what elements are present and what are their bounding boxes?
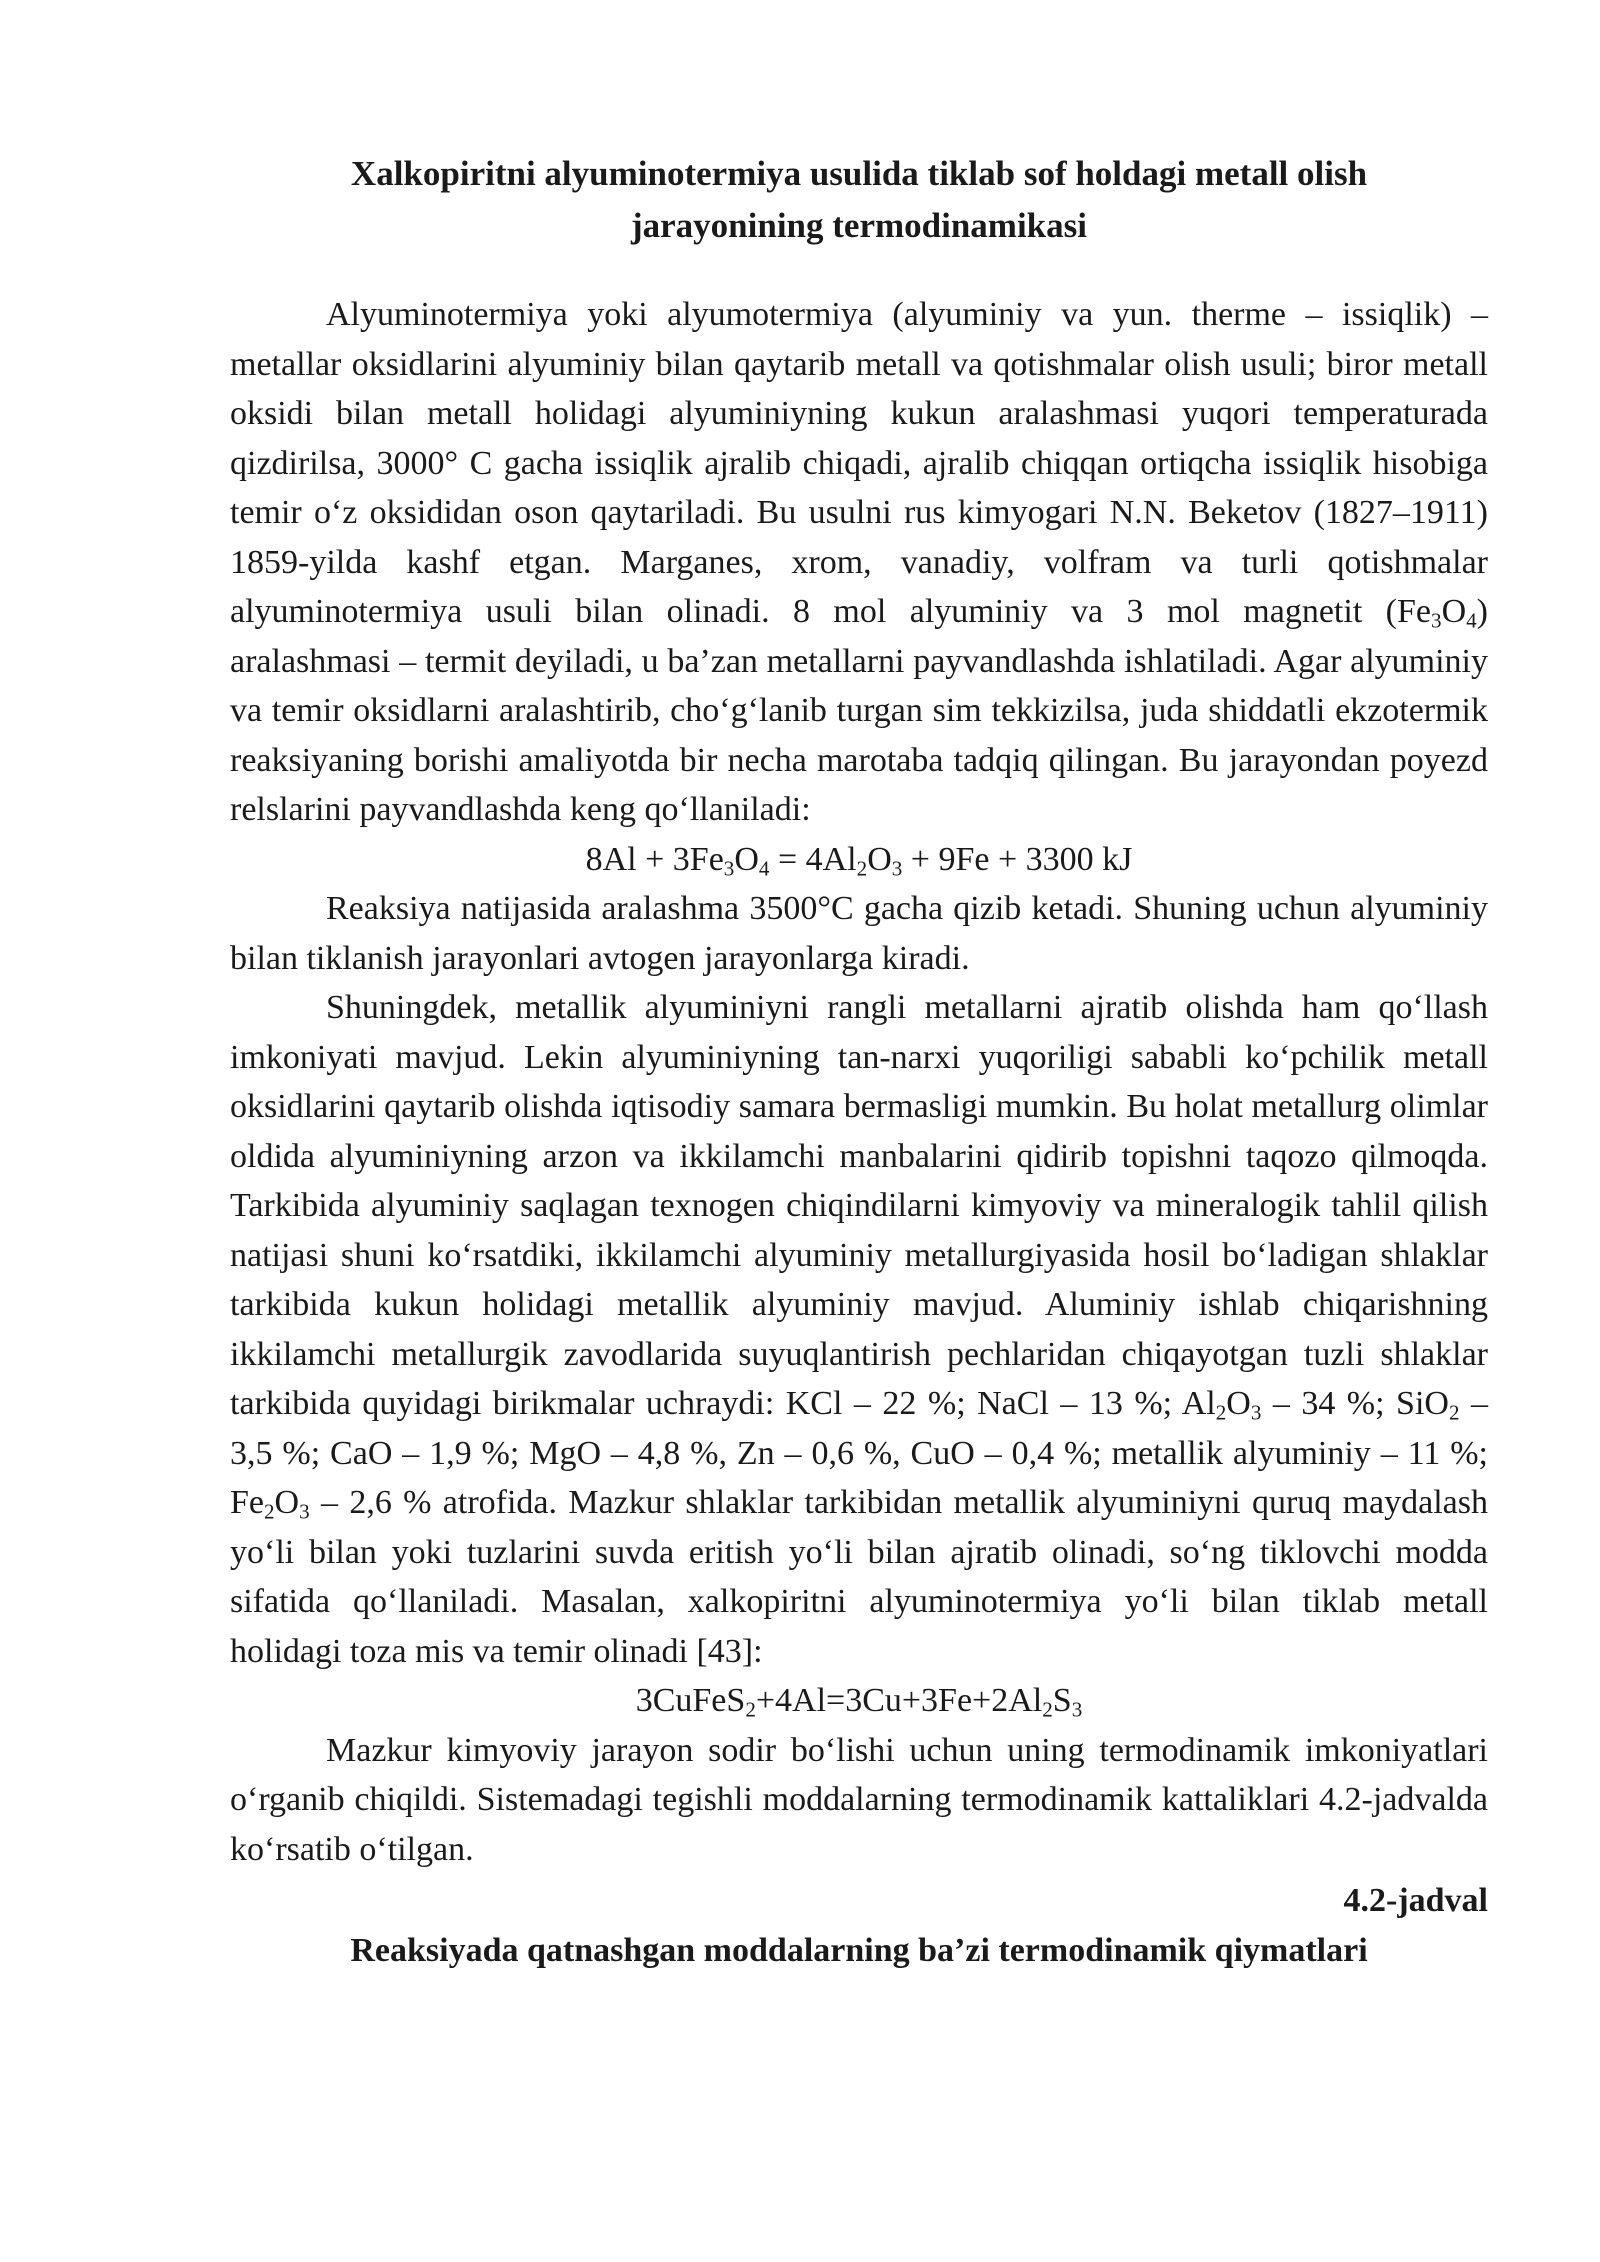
equation-chalcopyrite-reduction: $3CuFeS_2+4Al=3Cu+3Fe+2Al_2S_3$ [635,1682,1083,1722]
title-spacer [230,252,1488,290]
paragraph-thermodynamic-study: Mazkur kimyoviy jarayon sodir bo‘lishi uchun uning termodinamik imkoniyatlari o‘rganib chiqildi. Sistemadagi tegishli moddalarning termodinamik kattaliklari 4.2-jadvalda ko‘rsatib o‘tilgan. [230,1731,1488,1868]
paragraph-aluminothermy-definition: Alyuminotermiya yoki alyumotermiya (alyuminiy va yun. therme – issiqlik) – metallar oksidlarini alyuminiy bilan qaytarib metall va qotishmalar olish usuli; biror metall oksidi bilan metall holidagi alyuminiyning kukun aralashmasi yuqori temperaturada qizdirilsa, 3000° C gacha issiqlik ajralib chiqadi, ajralib chiqqan ortiqcha issiqlik hisobiga temir o‘z oksididan oson qaytariladi. Bu usulni rus kimyogari N.N. Beketov (1827–1911) 1859-yilda kashf etgan. Marganes, xrom, vanadiy, volfram va turli qotishmalar alyuminotermiya usuli bilan olinadi. 8 mol alyuminiy va 3 mol magnetit $(Fe_3O_4)$ aralashmasi – termit deyiladi, u ba’zan metallarni payvandlashda ishlatiladi. Agar alyuminiy va temir oksidlarni aralashtirib, cho‘g‘lanib turgan sim tekkizilsa, juda shiddatli ekzotermik reaksiyaning borishi amaliyotda bir necha marotaba tadqiq qilingan. Bu jarayondan poyezd relslarini payvandlashda keng qo‘llaniladi: [230,296,1488,828]
title-line-2: jarayonining termodinamikasi [630,206,1087,245]
table-caption: Reaksiyada qatnashgan moddalarning ba’zi termodinamik qiymatlari [350,1931,1368,1969]
title-line-1: Xalkopiritni alyuminotermiya usulida tiklab sof holdagi metall olish [350,154,1368,193]
paragraph-reaction-temperature: Reaksiya natijasida aralashma 3500°C gacha qizib ketadi. Shuning uchun alyuminiy bilan tiklanish jarayonlari avtogen jarayonlarga kiradi. [230,890,1488,977]
table-number: 4.2-jadval [1343,1882,1488,1919]
document-page [230,148,1488,1975]
document-title [230,148,1488,252]
paragraph-secondary-aluminium: Shuningdek, metallik alyuminiyni rangli metallarni ajratib olishda ham qo‘llash imkoniyati mavjud. Lekin alyuminiyning tan-narxi yuqoriligi sababli ko‘pchilik metall oksidlarini qaytarib olishda iqtisodiy samara bermasligi mumkin. Bu holat metallurg olimlar oldida alyuminiyning arzon va ikkilamchi manbalarini qidirib topishni taqozo qilmoqda. Tarkibida alyuminiy saqlagan texnogen chiqindilarni kimyoviy va mineralogik tahlil qilish natijasi shuni ko‘rsatdiki, ikkilamchi alyuminiy metallurgiyasida hosil bo‘ladigan shlaklar tarkibida kukun holidagi metallik alyuminiy mavjud. Aluminiy ishlab chiqarishning ikkilamchi metallurgik zavodlarida suyuqlantirish pechlaridan chiqayotgan tuzli shlaklar tarkibida quyidagi birikmalar uchraydi: KCl – 22 %; NaCl – 13 %; $Al_2O_3 - 34$ %; SiO$_2$ – 3,5 %; CaO – 1,9 %; MgO – 4,8 %, Zn – 0,6 %, CuO – 0,4 %; metallik alyuminiy – 11 %; $Fe_2O_3 - 2,6$ % atrofida. Mazkur shlaklar tarkibidan metallik alyuminiyni quruq maydalash yo‘li bilan yoki tuzlarini suvda eritish yo‘li bilan ajratib olinadi, so‘ng tiklovchi modda sifatida qo‘llaniladi. Masalan, xalkopiritni alyuminotermiya yo‘li bilan tiklab metall holidagi toza mis va temir olinadi [43]: [230,989,1488,1670]
equation-thermite-reaction: $8Al + 3Fe_3O_4 = 4Al_2O_3 + 9Fe + 3300$ kJ [585,840,1133,880]
